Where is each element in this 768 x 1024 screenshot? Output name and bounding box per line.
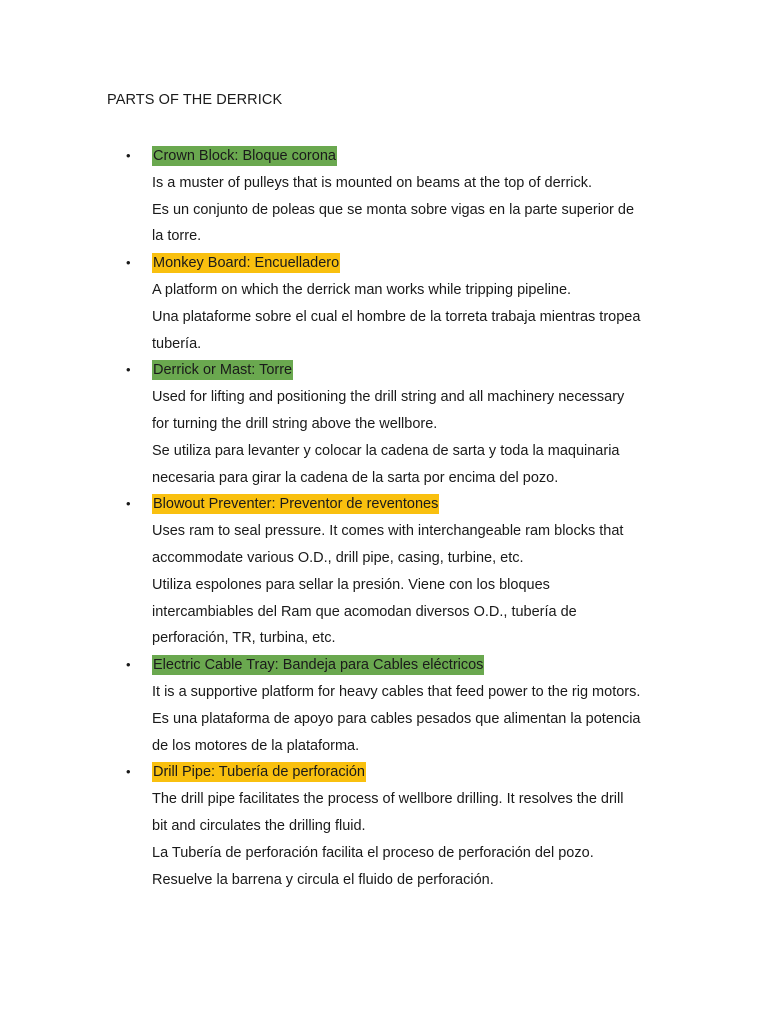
list-item-body: [152, 250, 672, 357]
item-description-line: Se utiliza para levanter y colocar la cadena de sarta y toda la maquinaria: [152, 442, 620, 459]
item-description-line: Una plataforme sobre el cual el hombre de la torreta trabaja mientras tropea: [152, 308, 641, 325]
list-item: [0, 143, 768, 250]
list-item: [0, 652, 768, 759]
list-item-body: [152, 652, 672, 759]
item-description-line: Uses ram to seal pressure. It comes with interchangeable ram blocks that: [152, 523, 624, 540]
item-heading-line: [152, 143, 672, 170]
list-item-body: [152, 357, 672, 491]
bullet-icon: •: [126, 362, 131, 378]
bullet-icon: •: [126, 255, 131, 271]
item-heading-line: [152, 491, 672, 518]
list-item: [0, 491, 768, 652]
item-description-line: A platform on which the derrick man works while tripping pipeline.: [152, 281, 572, 298]
item-heading: Derrick or Mast: Torre: [153, 362, 293, 379]
item-description-line: La Tubería de perforación facilita el proceso de perforación del pozo.: [152, 844, 594, 861]
item-description-line: Utiliza espolones para sellar la presión. Viene con los bloques: [152, 576, 550, 593]
list-item-body: [152, 491, 672, 652]
item-description-line: bit and circulates the drilling fluid.: [152, 817, 366, 834]
item-description-line: Es una plataforma de apoyo para cables pesados que alimentan la potencia: [152, 710, 641, 727]
bullet-icon: •: [126, 657, 131, 673]
item-description-line: tubería.: [152, 335, 202, 352]
item-heading-line: [152, 357, 672, 384]
list-item: [0, 250, 768, 357]
item-heading-line: [152, 652, 672, 679]
document-title: PARTS OF THE DERRICK: [107, 92, 283, 108]
list-item-body: [152, 759, 672, 893]
bullet-icon: •: [126, 148, 131, 163]
item-description-line: Used for lifting and positioning the drill string and all machinery necessary: [152, 389, 625, 406]
parts-list: [0, 143, 768, 893]
item-description-line: perforación, TR, turbina, etc.: [152, 630, 336, 647]
item-description-line: accommodate various O.D., drill pipe, casing, turbine, etc.: [152, 549, 524, 566]
list-item: [0, 759, 768, 893]
item-description-line: It is a supportive platform for heavy cables that feed power to the rig motors.: [152, 683, 641, 700]
item-description-line: Resuelve la barrena y circula el fluido de perforación.: [152, 871, 494, 888]
item-heading: Electric Cable Tray: Bandeja para Cables eléctricos: [153, 657, 484, 674]
list-item-body: [152, 143, 672, 250]
item-description-line: The drill pipe facilitates the process of wellbore drilling. It resolves the drill: [152, 791, 624, 808]
bullet-icon: •: [126, 496, 131, 512]
item-description-line: la torre.: [152, 228, 202, 245]
item-description-line: Es un conjunto de poleas que se monta sobre vigas en la parte superior de: [152, 201, 635, 218]
item-heading: Blowout Preventer: Preventor de reventones: [153, 496, 439, 513]
bullet-icon: •: [126, 764, 131, 780]
item-description-line: for turning the drill string above the wellbore.: [152, 415, 438, 432]
item-description-line: Is a muster of pulleys that is mounted on beams at the top of derrick.: [152, 174, 593, 191]
item-heading: Monkey Board: Encuelladero: [153, 255, 340, 272]
item-description-line: necesaria para girar la cadena de la sarta por encima del pozo.: [152, 469, 559, 486]
item-heading-line: [152, 250, 672, 277]
item-description-line: de los motores de la plataforma.: [152, 737, 360, 754]
item-heading-line: [152, 759, 672, 786]
item-heading: Crown Block: Bloque corona: [153, 148, 336, 164]
item-heading: Drill Pipe: Tubería de perforación: [153, 764, 365, 781]
item-description-line: intercambiables del Ram que acomodan diversos O.D., tubería de: [152, 603, 577, 620]
list-item: [0, 357, 768, 491]
